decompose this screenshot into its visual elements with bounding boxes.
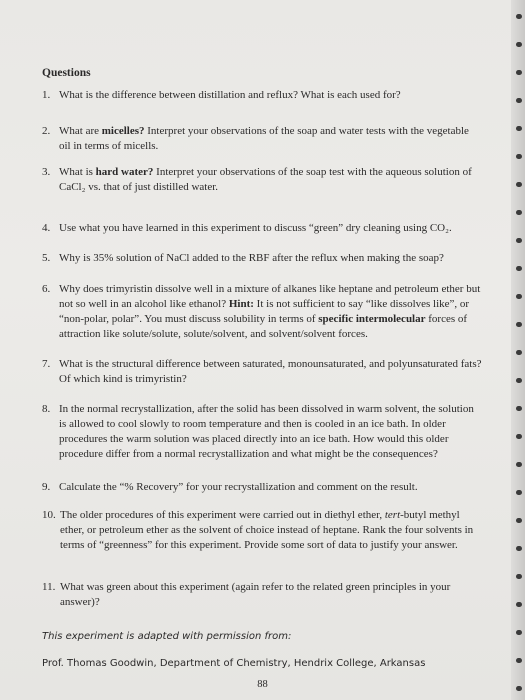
binding-hole bbox=[516, 294, 522, 299]
section-heading: Questions bbox=[42, 67, 91, 79]
question-item bbox=[42, 165, 482, 195]
question-item bbox=[42, 508, 482, 553]
binding-hole bbox=[516, 238, 522, 243]
question-number: 5. bbox=[42, 252, 51, 264]
binding-hole bbox=[516, 602, 522, 607]
binding-hole bbox=[516, 434, 522, 439]
question-text: Why is 35% solution of NaCl added to the RBF after the reflux when making the soap? bbox=[59, 252, 444, 264]
binding-hole bbox=[516, 490, 522, 495]
question-number: 6. bbox=[42, 283, 51, 295]
question-item bbox=[42, 282, 482, 342]
credit-author: Prof. Thomas Goodwin, Department of Chemistry, Hendrix College, Arkansas bbox=[42, 658, 426, 669]
question-number: 10. bbox=[42, 509, 56, 521]
binding-hole bbox=[516, 70, 522, 75]
question-item bbox=[42, 251, 482, 266]
question-text: Why does trimyristin dissolve well in a mixture of alkanes like heptane and petroleum ether but not so well in an alcohol like ethanol? Hint: It is not sufficient to say “like dissolves like”, or “non-polar, polar”. You must discuss solubility in terms of specific intermolecular forces of attraction like solute/solute, solute/solvent, and solvent/solvent forces. bbox=[59, 283, 481, 340]
question-number: 9. bbox=[42, 481, 51, 493]
question-text: Calculate the “% Recovery” for your recrystallization and comment on the result. bbox=[59, 481, 418, 493]
question-number: 7. bbox=[42, 358, 51, 370]
binding-hole bbox=[516, 462, 522, 467]
question-item bbox=[42, 221, 482, 236]
question-number: 3. bbox=[42, 166, 51, 178]
binding-hole bbox=[516, 546, 522, 551]
binding-hole bbox=[516, 658, 522, 663]
binding-hole bbox=[516, 126, 522, 131]
binding-hole bbox=[516, 574, 522, 579]
binding-hole bbox=[516, 322, 522, 327]
question-item bbox=[42, 88, 482, 103]
question-item bbox=[42, 580, 482, 610]
question-number: 11. bbox=[42, 581, 56, 593]
binding-hole bbox=[516, 182, 522, 187]
question-text: What are micelles? Interpret your observations of the soap and water tests with the vegetable oil in terms of micells. bbox=[59, 125, 469, 152]
binding-hole bbox=[516, 378, 522, 383]
binding-hole bbox=[516, 518, 522, 523]
credit-note: This experiment is adapted with permission from: bbox=[42, 631, 292, 642]
binding-hole bbox=[516, 210, 522, 215]
question-text: Use what you have learned in this experiment to discuss “green” dry cleaning using CO₂. bbox=[59, 222, 452, 234]
page-number: 88 bbox=[257, 679, 268, 690]
question-text: What is the difference between distillation and reflux? What is each used for? bbox=[59, 89, 401, 101]
question-number: 2. bbox=[42, 125, 51, 137]
binding-hole bbox=[516, 14, 522, 19]
question-text: What is the structural difference between saturated, monounsaturated, and polyunsaturated fats? Of which kind is trimyristin? bbox=[59, 358, 482, 385]
question-item bbox=[42, 124, 482, 154]
question-text: What is hard water? Interpret your observations of the soap test with the aqueous solution of CaCl₂ vs. that of just distilled water. bbox=[59, 166, 472, 193]
binding-hole bbox=[516, 42, 522, 47]
binding-edge bbox=[511, 0, 525, 700]
question-number: 4. bbox=[42, 222, 51, 234]
binding-hole bbox=[516, 154, 522, 159]
binding-hole bbox=[516, 630, 522, 635]
binding-hole bbox=[516, 266, 522, 271]
question-text: What was green about this experiment (again refer to the related green principles in your answer)? bbox=[60, 581, 451, 608]
question-item bbox=[42, 357, 482, 387]
binding-hole bbox=[516, 406, 522, 411]
binding-hole bbox=[516, 350, 522, 355]
question-number: 8. bbox=[42, 403, 51, 415]
question-text: In the normal recrystallization, after the solid has been dissolved in warm solvent, the solution is allowed to cool slowly to room temperature and then is cooled in an ice bath. In older procedures the warm solution was placed directly into an ice bath. How would this older procedure differ from a normal recrystallization and what might be the consequences? bbox=[59, 403, 474, 460]
question-item bbox=[42, 402, 482, 462]
question-number: 1. bbox=[42, 89, 51, 101]
question-item bbox=[42, 480, 482, 495]
question-text: The older procedures of this experiment were carried out in diethyl ether, tert-butyl methyl ether, or petroleum ether as the solvent of choice instead of heptane. Rank the four solvents in terms of “greenness” for this experiment. Provide some sort of data to justify your answer. bbox=[60, 509, 474, 551]
binding-hole bbox=[516, 98, 522, 103]
